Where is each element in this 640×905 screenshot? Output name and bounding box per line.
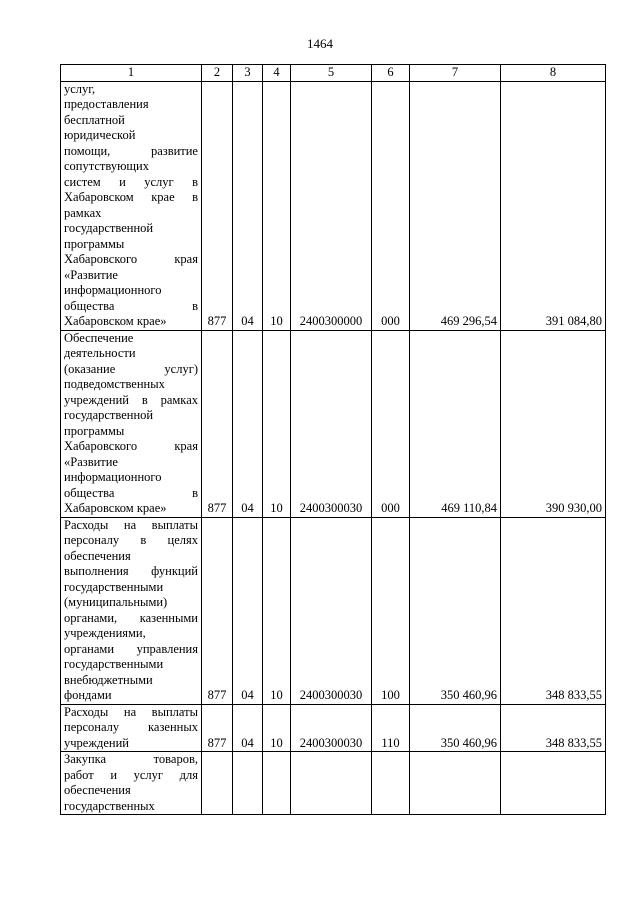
description-line: государственных [64, 798, 155, 813]
description-line: (оказание услуг) [64, 361, 198, 376]
amount-year2-cell [501, 752, 606, 815]
description-line: предоставления [64, 97, 149, 111]
column-header: 1 [61, 65, 202, 82]
description-line: Закупка товаров, [64, 752, 198, 766]
description-line: фондами [64, 688, 112, 702]
amount-year1-cell: 469 296,54 [410, 81, 501, 330]
description-line: Хабаровского края [64, 439, 198, 453]
expense-type-cell: 110 [372, 704, 410, 752]
description-line: Обеспечение [64, 330, 134, 345]
description-line: деятельности [64, 346, 136, 360]
description-line: учреждений в рамках [64, 392, 198, 407]
ministry-code-cell: 877 [202, 704, 233, 752]
description-line: внебюджетными [64, 672, 153, 687]
subsection-code-cell: 10 [263, 517, 291, 704]
description-line: программы [64, 236, 125, 251]
description-line: программы [64, 423, 125, 438]
subsection-code-cell: 10 [263, 330, 291, 517]
amount-year1-cell: 350 460,96 [410, 517, 501, 704]
column-header: 4 [263, 65, 291, 82]
subsection-code-cell: 10 [263, 704, 291, 752]
description-line: персоналу в целях [64, 533, 198, 547]
column-header: 3 [233, 65, 263, 82]
section-code-cell: 04 [233, 330, 263, 517]
description-line: общества в [64, 485, 198, 500]
column-header: 2 [202, 65, 233, 82]
description-line: подведомственных [64, 377, 165, 391]
description-line: общества в [64, 298, 198, 313]
ministry-code-cell: 877 [202, 517, 233, 704]
target-article-cell: 2400300000 [291, 81, 372, 330]
section-code-cell: 04 [233, 517, 263, 704]
section-code-cell: 04 [233, 704, 263, 752]
section-code-cell [233, 752, 263, 815]
description-line: государственной [64, 408, 154, 422]
description-line: «Развитие [64, 454, 118, 469]
table-row [61, 752, 606, 815]
table-row [61, 517, 606, 704]
description-line: услуг, [64, 81, 96, 96]
subsection-code-cell [263, 752, 291, 815]
row-description [61, 81, 202, 330]
ministry-code-cell [202, 752, 233, 815]
description-line: персоналу казенных [64, 720, 198, 734]
description-line: Хабаровского края [64, 252, 198, 266]
description-line: обеспечения [64, 548, 131, 563]
table-row [61, 704, 606, 752]
budget-table [60, 64, 606, 815]
description-line: обеспечения [64, 783, 131, 797]
description-line: систем и услуг в [64, 174, 198, 189]
row-description [61, 752, 202, 815]
expense-type-cell: 000 [372, 81, 410, 330]
amount-year1-cell [410, 752, 501, 815]
page-number: 1464 [307, 36, 333, 51]
expense-type-cell [372, 752, 410, 815]
expense-type-cell: 000 [372, 330, 410, 517]
target-article-cell: 2400300030 [291, 517, 372, 704]
description-line: информационного [64, 283, 162, 297]
description-line: Хабаровском крае» [64, 314, 167, 328]
description-line: государственными [64, 579, 164, 594]
target-article-cell: 2400300030 [291, 704, 372, 752]
row-description [61, 704, 202, 752]
row-description [61, 330, 202, 517]
description-line: Хабаровском крае» [64, 501, 167, 515]
description-line: органами, казенными [64, 610, 198, 625]
description-line: учреждениями, [64, 626, 146, 640]
description-line: юридической [64, 128, 136, 142]
description-line: Хабаровском крае в [64, 190, 198, 204]
amount-year2-cell: 390 930,00 [501, 330, 606, 517]
description-line: государственной [64, 221, 154, 235]
column-header: 5 [291, 65, 372, 82]
description-line: работ и услуг для [64, 767, 198, 782]
description-line: помощи, развитие [64, 143, 198, 158]
column-header: 8 [501, 65, 606, 82]
description-line: государственными [64, 657, 164, 671]
description-line: выполнения функций [64, 564, 198, 578]
description-line: бесплатной [64, 112, 125, 127]
expense-type-cell: 100 [372, 517, 410, 704]
amount-year2-cell: 391 084,80 [501, 81, 606, 330]
description-line: органами управления [64, 641, 198, 656]
description-line: Расходы на выплаты [64, 704, 198, 719]
subsection-code-cell: 10 [263, 81, 291, 330]
column-header: 6 [372, 65, 410, 82]
table-header-row [61, 65, 606, 82]
amount-year2-cell: 348 833,55 [501, 704, 606, 752]
ministry-code-cell: 877 [202, 81, 233, 330]
description-line: «Развитие [64, 267, 118, 282]
section-code-cell: 04 [233, 81, 263, 330]
description-line: учреждений [64, 735, 129, 750]
amount-year2-cell: 348 833,55 [501, 517, 606, 704]
target-article-cell: 2400300030 [291, 330, 372, 517]
ministry-code-cell: 877 [202, 330, 233, 517]
row-description [61, 517, 202, 704]
amount-year1-cell: 469 110,84 [410, 330, 501, 517]
column-header: 7 [410, 65, 501, 82]
amount-year1-cell: 350 460,96 [410, 704, 501, 752]
table-row [61, 81, 606, 330]
description-line: рамках [64, 205, 102, 220]
description-line: сопутствующих [64, 159, 149, 173]
description-line: (муниципальными) [64, 595, 168, 609]
description-line: информационного [64, 470, 162, 484]
target-article-cell [291, 752, 372, 815]
table-row [61, 330, 606, 517]
description-line: Расходы на выплаты [64, 517, 198, 532]
